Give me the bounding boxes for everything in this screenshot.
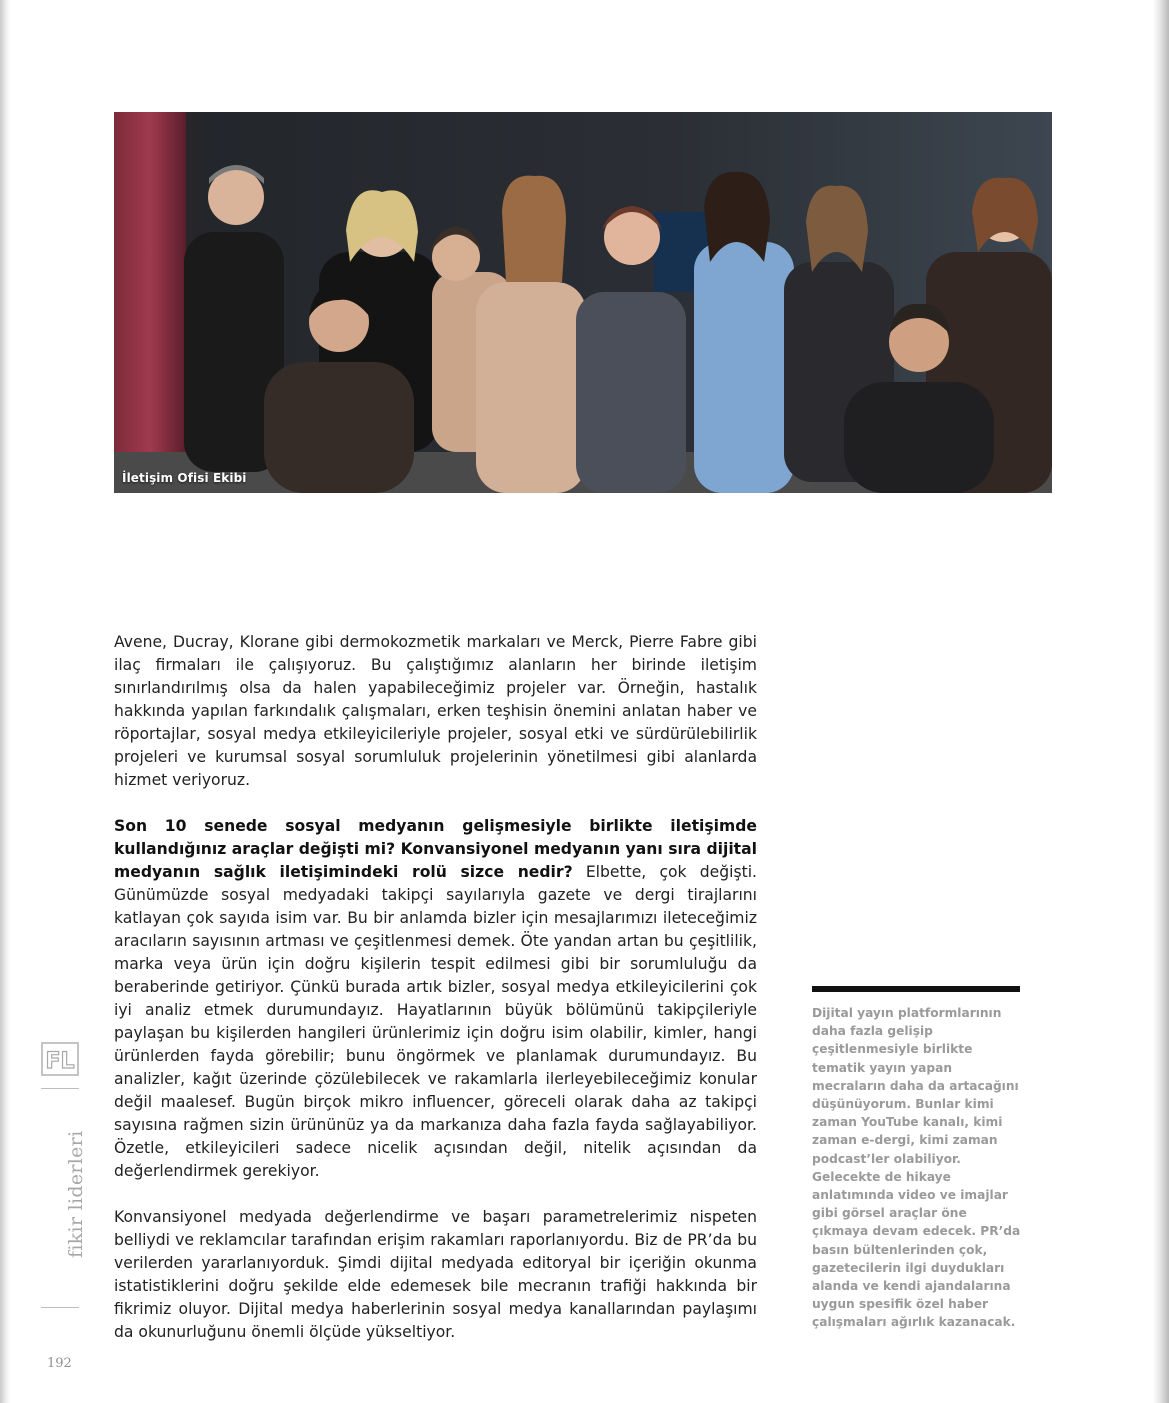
interview-question: Son 10 senede sosyal medyanın gelişmesiyle birlikte iletişimde kullandığınız araçlar değişti mi? Konvansiyonel medyanın yanı sıra dijital medyanın sağlık iletişimindeki rolü sizce nedir? [114,817,757,881]
article-paragraph-2 [114,815,757,1183]
interview-answer: Elbette, çok değişti. Günümüzde sosyal medyadaki takipçi sayılarıyla gazete ve dergi tirajlarını katlayan çok sayıda isim var. Bu bir anlamda bizler için mesajlarımızı ileteceğimiz aracıların sayısının artması ve çeşitlenmesi demek. Öte yandan artan bu çeşitlilik, marka veya ürün için doğru kişilerin tespit edilmesi gibi bir sorumluluğu da beraberinde getiriyor. Çünkü burada artık bizler, sosyal medya etkileyicilerini çok iyi analiz etmek durumundayız. Hayatlarının büyük bölümünü takipçileriyle paylaşan bu kişilerden hangileri ürünlerimiz için doğru isim olabilir, kimler, hangi ürünlerden fayda görebilir; bunu öngörmek ve planlamak durumundayız. Bu analizler, kağıt üzerinde çözülebilecek ve rakamlarla ilerleyebileceğimiz konular değil maalesef. Bugün birçok mikro influencer, göreceli olarak daha az takipçi sayısına rağmen sizin ürününüz ya da markanıza daha fazla fayda sağlayabiliyor. Özetle, etkileyicileri sadece nicelik açısından değil, nitelik açısından da değerlendirmek gerekiyor. [114,863,758,1180]
team-photo [114,112,1052,493]
photo-caption: İletişim Ofisi Ekibi [122,471,247,485]
page-edge-right [1153,0,1169,1403]
page-number: 192 [47,1356,72,1371]
article-paragraph-3: Konvansiyonel medyada değerlendirme ve başarı parametrelerimiz nispeten belliydi ve reklamcılar tarafından erişim rakamları raporlanıyordu. Biz de PR’da bu verilerden yararlanıyorduk. Şimdi dijital medyada editoryal bir içeriğin okunma istatistiklerini doğru şekilde elde edemesek bile mecranın trafiği hakkında bir fikrimiz oluyor. Dijital medya haberlerinin sosyal medya kanallarından paylaşımı da okunurluğunu önemli ölçüde yükseltiyor. [114,1208,757,1341]
fl-logo-icon [41,1042,79,1076]
article-body [114,631,757,1367]
section-label: fikir liderleri [65,1130,87,1258]
sidebar-rule [812,986,1020,992]
margin-rule-top [41,1088,79,1089]
margin-rule-bottom [41,1307,79,1308]
team-photo-illustration [114,112,1052,493]
article-paragraph-1: Avene, Ducray, Klorane gibi dermokozmetik markaları ve Merck, Pierre Fabre gibi ilaç firmaları ile çalışıyoruz. Bu çalıştığımız alanların her birinde iletişim sınırlandırılmış olsa da halen yapabileceğimiz projeler var. Örneğin, hastalık hakkında yapılan farkındalık çalışmaları, erken teşhisin önemini anlatan haber ve röportajlar, sosyal medya etkileyicileriyle projeler, sosyal etki ve sürdürülebilirlik projeleri ve kurumsal sosyal sorumluluk projelerinin yönetilmesi gibi alanlarda hizmet veriyoruz. [114,633,757,789]
fl-logo-text: FL [45,1049,75,1074]
page-edge-left [0,0,10,1403]
sidebar-quote: Dijital yayın platformlarının daha fazla gelişip çeşitlenmesiyle birlikte tematik yayın yapan mecraların daha da artacağını düşünüyorum. Bunlar kimi zaman YouTube kanalı, kimi zaman e-dergi, kimi zaman podcast’ler olabiliyor. Gelecekte de hikaye anlatımında video ve imajlar gibi görsel araçlar öne çıkmaya devam edecek. PR’da basın bültenlerinden çok, gazetecilerin ilgi duydukları alanda ve kendi ajandalarına uygun spesifik özel haber çalışmaları ağırlık kazanacak. [812,1006,1021,1330]
